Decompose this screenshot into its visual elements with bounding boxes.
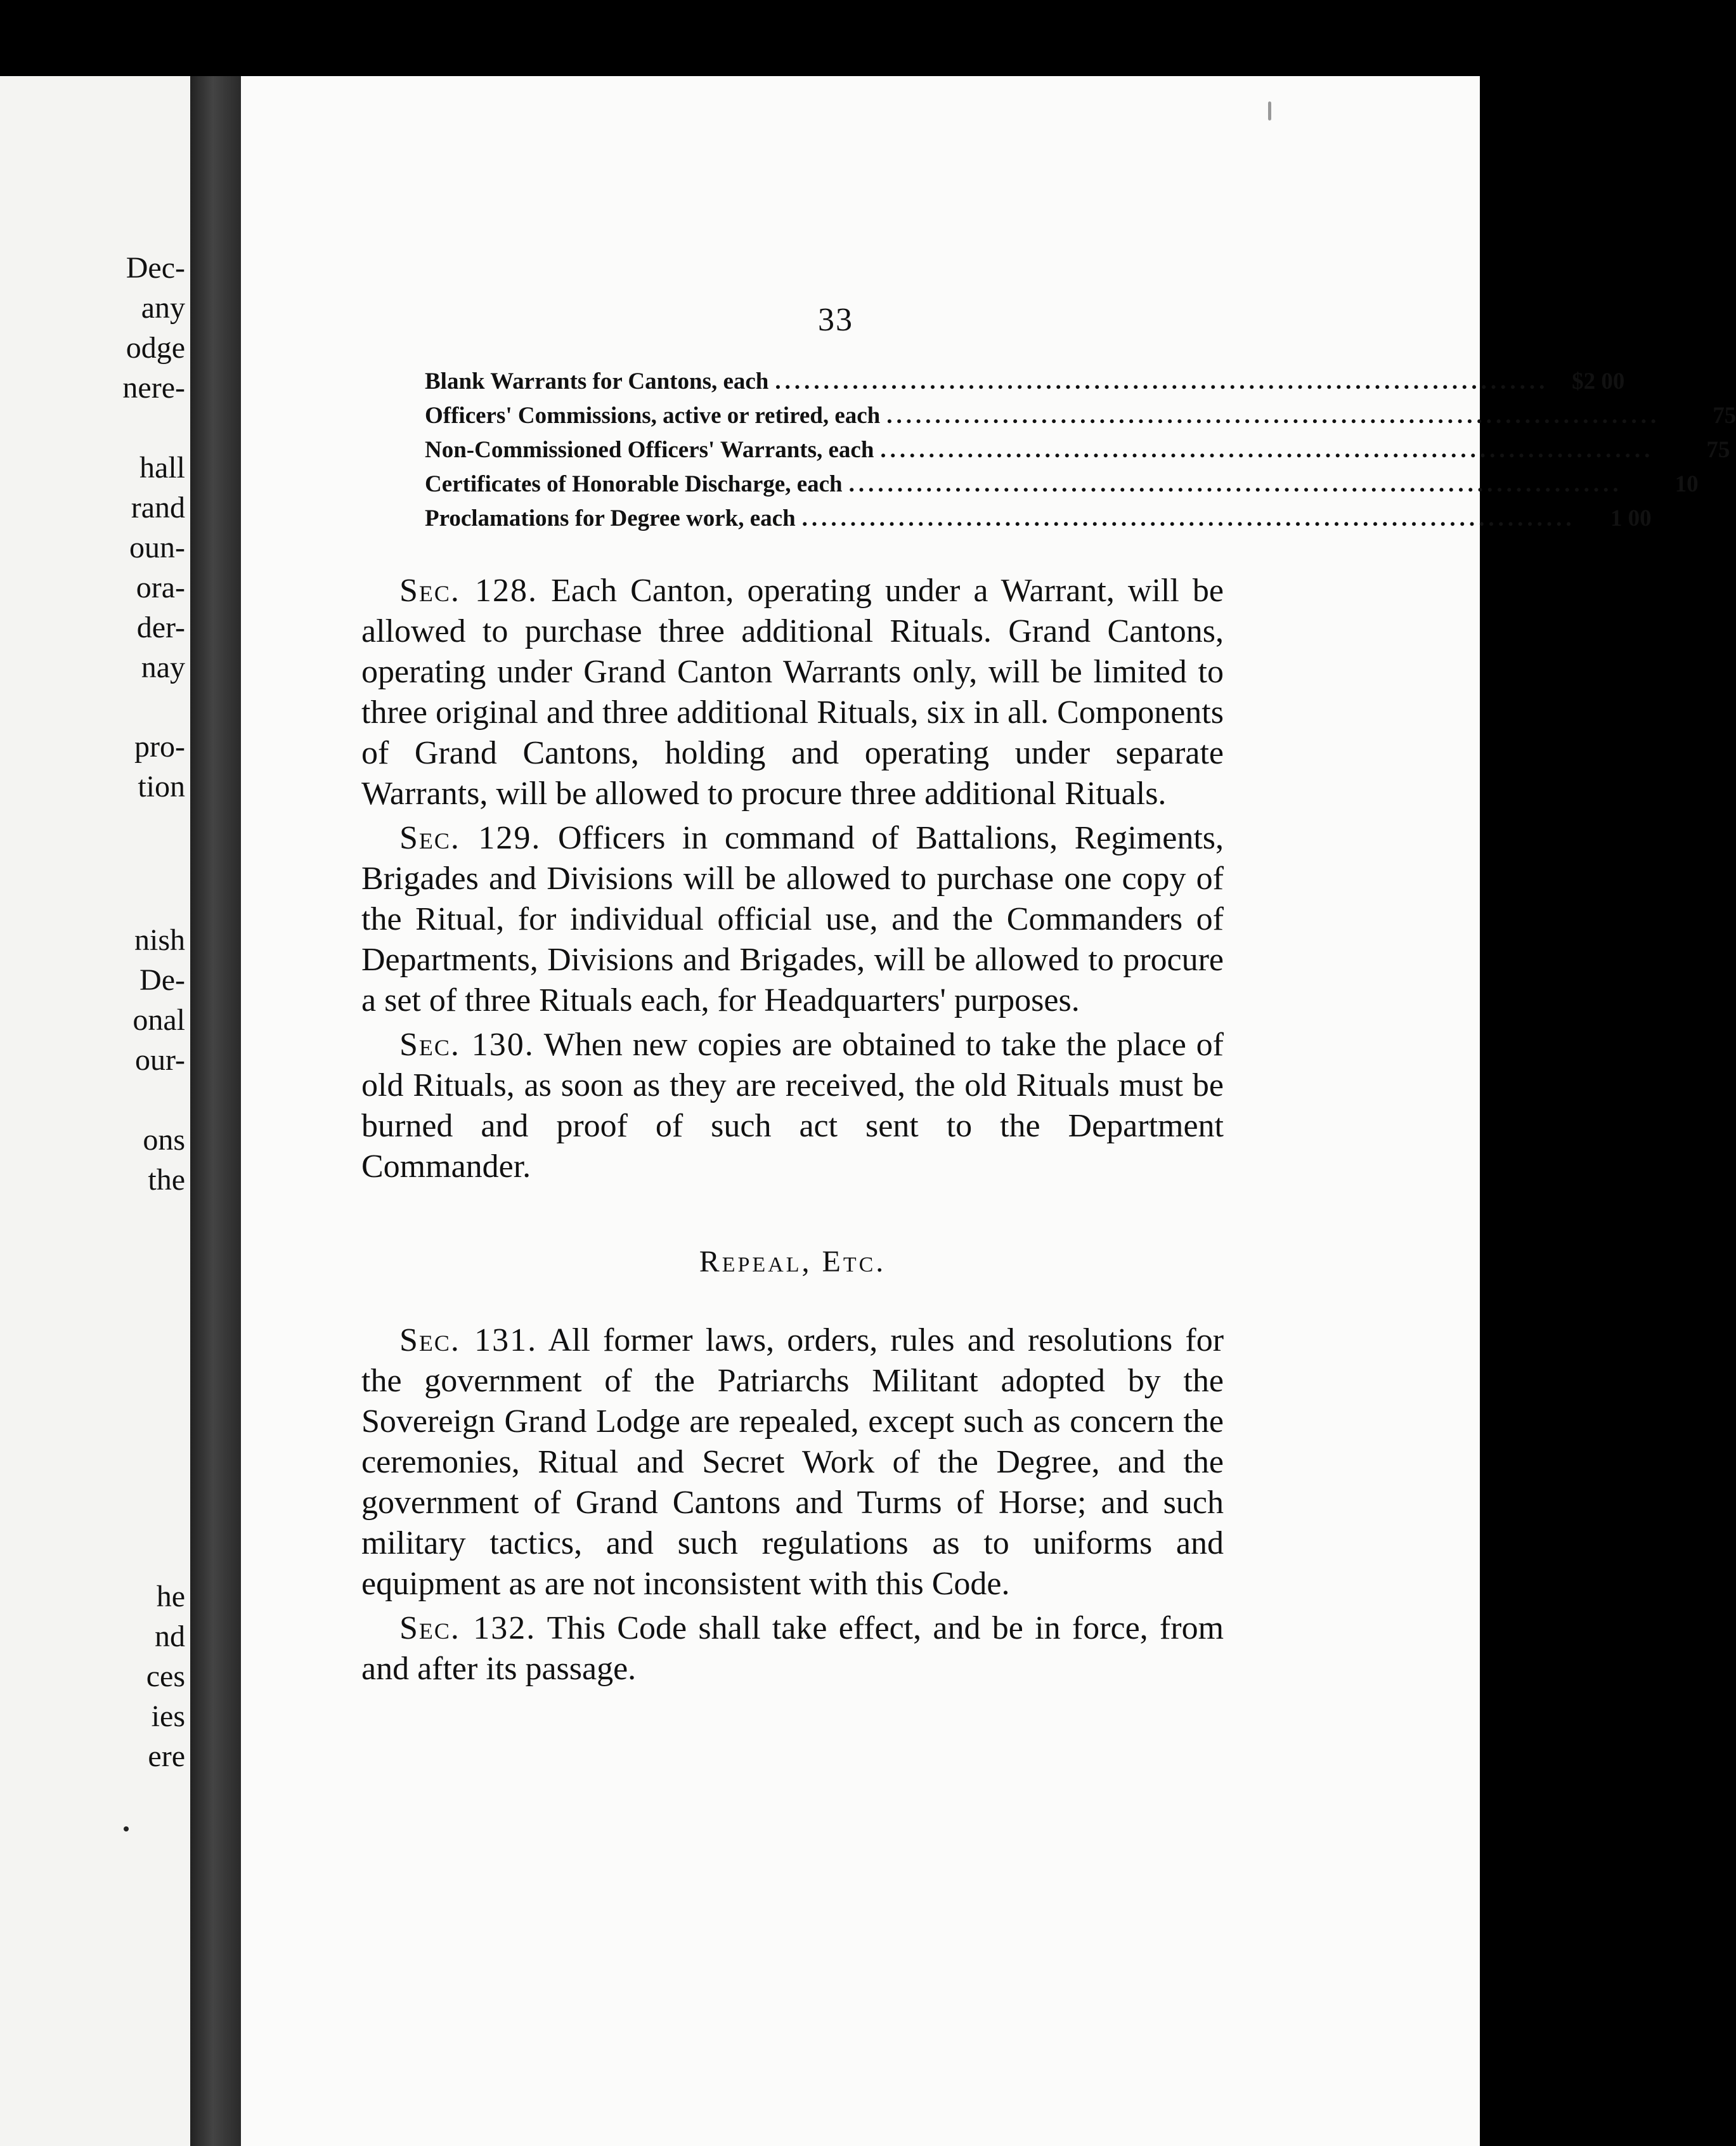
leader-dots: ................................................................................ (801, 505, 1576, 531)
section-text: All former laws, orders, rules and resolutions for the government of the Patriarchs Militant adopted by the Sovereign Grand Lodge are repealed, except such as concern the ceremonies, Ritual and Secret Work of the Degree, and the government of Grand Cantons and Turms of Horse; and such military tactics, and such regulations as to uniforms and equipment as are not inconsistent with this Code. (361, 1322, 1224, 1602)
price-list-row (425, 505, 1652, 539)
section-paragraph (361, 1025, 1224, 1187)
left-page-fragment: der- (136, 611, 185, 644)
left-page-fragment: he (156, 1580, 185, 1613)
left-page-fragment: the (148, 1163, 185, 1197)
left-page-fragment: nd (155, 1620, 185, 1653)
price-item-amount: 1 00 (1610, 505, 1652, 531)
left-page-fragment: nish (134, 923, 185, 957)
price-item-amount: 75 (1713, 403, 1736, 429)
sections-before (361, 571, 1224, 1187)
leader-dots: ................................................................................ (848, 471, 1623, 497)
section-paragraph (361, 1320, 1224, 1604)
price-list-row (425, 436, 1730, 471)
body-text (361, 571, 1224, 1693)
price-item-description: Proclamations for Degree work, each (425, 505, 796, 531)
section-number: Sec. 130. (399, 1027, 534, 1063)
price-item-amount: 10 (1674, 471, 1699, 497)
scan-mark (1268, 101, 1271, 120)
sections-after (361, 1320, 1224, 1689)
leader-dots: ................................................................................ (775, 368, 1549, 394)
price-list-row (425, 368, 1625, 402)
leader-dots: ................................................................................ (880, 437, 1654, 463)
price-list-row (425, 471, 1699, 505)
section-number: Sec. 131. (399, 1322, 538, 1358)
price-item-amount: 75 (1706, 437, 1730, 463)
left-page-fragment: onal (133, 1003, 185, 1037)
left-page-fragment: De- (139, 963, 185, 997)
section-heading: Repeal, Etc. (699, 1245, 886, 1278)
price-list (425, 368, 1736, 539)
left-page-fragment: tion (138, 770, 185, 803)
section-text: Officers in command of Battalions, Regiments, Brigades and Divisions will be allowed to purchase one copy of the Ritual, for individual official use, and the Commanders of Departments, Divisions and Brigades, will be allowed to procure a set of three Rituals each, for Headquarters' purposes. (361, 820, 1224, 1018)
section-number: Sec. 129. (399, 820, 541, 856)
left-page-fragment: any (141, 291, 185, 325)
section-number: Sec. 128. (399, 573, 538, 609)
left-page-edge (0, 76, 190, 2146)
section-paragraph (361, 1608, 1224, 1689)
left-page-fragment: nere- (122, 371, 185, 405)
section-text: Each Canton, operating under a Warrant, will be allowed to purchase three additional Rituals. Grand Cantons, operating under Grand Canton Warrants only, will be limited to three original and three additional Rituals, six in all. Components of Grand Cantons, holding and operating under separate Warrants, will be allowed to procure three additional Rituals. (361, 573, 1224, 812)
left-page-fragment: our- (134, 1043, 185, 1077)
section-text: This Code shall take effect, and be in force, from and after its passage. (361, 1610, 1224, 1687)
ink-speck (124, 1826, 129, 1831)
price-item-description: Officers' Commissions, active or retired, each (425, 403, 881, 429)
price-item-description: Non-Commissioned Officers' Warrants, each (425, 437, 874, 463)
section-paragraph (361, 571, 1224, 814)
left-page-fragment: oun- (129, 531, 185, 564)
right-page (241, 76, 1736, 2146)
page-number: 33 (818, 302, 853, 338)
left-page-fragment: ies (151, 1700, 185, 1733)
leader-dots: ................................................................................ (886, 403, 1661, 429)
left-page-fragment: pro- (134, 730, 185, 764)
left-page-fragment: Dec- (126, 251, 185, 285)
left-page-fragment: rand (131, 491, 185, 524)
left-page-fragment: nay (141, 651, 185, 684)
left-page-fragment: ora- (136, 571, 185, 604)
section-text: When new copies are obtained to take the place of old Rituals, as soon as they are received, the old Rituals must be burned and proof of such act sent to the Department Commander. (361, 1027, 1224, 1185)
price-list-row (425, 402, 1736, 436)
section-number: Sec. 132. (399, 1610, 536, 1646)
left-page-fragment: ces (146, 1660, 185, 1693)
left-page-fragment: hall (139, 451, 185, 484)
price-item-description: Blank Warrants for Cantons, each (425, 368, 769, 394)
price-item-amount: $2 00 (1572, 368, 1625, 394)
price-item-description: Certificates of Honorable Discharge, each (425, 471, 843, 497)
book-gutter (190, 76, 241, 2146)
left-page-fragment: ere (148, 1740, 185, 1773)
section-paragraph (361, 818, 1224, 1021)
left-page-fragment: ons (143, 1123, 185, 1157)
left-page-fragment: odge (126, 331, 185, 365)
